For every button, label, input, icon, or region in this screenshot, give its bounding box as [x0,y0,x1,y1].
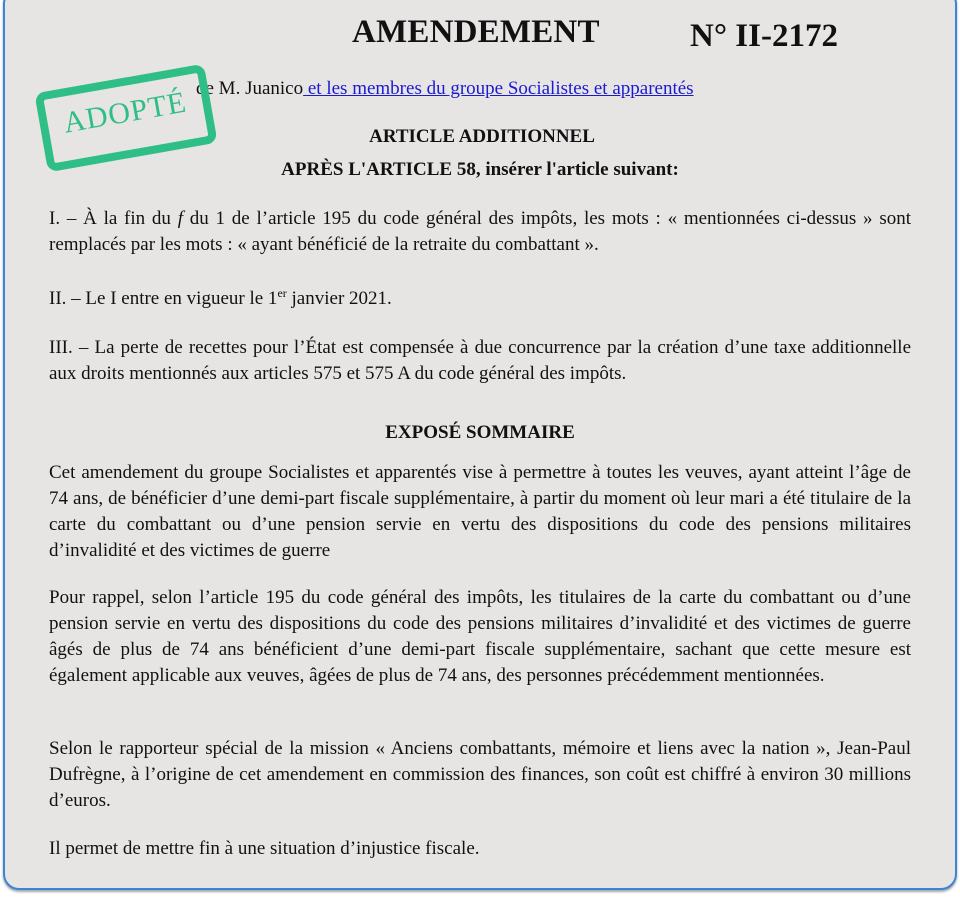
article-paragraph-1 [49,206,911,258]
group-link[interactable]: et les membres du groupe Socialistes et apparentés [303,78,694,99]
article-paragraph-2 [49,286,911,312]
expose-paragraph: Pour rappel, selon l’article 195 du code général des impôts, les titulaires de la carte du combattant ou d’une pension servie en vertu des dispositions du code des pensions militaires d’invalidité et des victimes de guerre âgés de plus de 74 ans bénéficient d’une demi-part fiscale supplémentaire, sachant que cette mesure est également applicable aux veuves, âgées de plus de 74 ans, des personnes précédemment mentionnées. [49,587,911,686]
expose-heading: EXPOSÉ SOMMAIRE [385,422,575,443]
amendment-number: N° II-2172 [690,18,838,54]
p1-text-end: du 1 de l’article 195 du code général des impôts, les mots : « mentionnées ci-dessus » sont remplacés par les mots : « ayant bénéficié de la retraite du combattant ». [49,208,911,255]
article-subheading: APRÈS L'ARTICLE 58, insérer l'article suivant: [281,159,679,180]
amendment-title: AMENDEMENT [352,14,600,50]
expose-paragraph: Cet amendement du groupe Socialistes et apparentés vise à permettre à toutes les veuves, ayant atteint l’âge de 74 ans, de bénéficier d’une demi-part fiscale supplémentaire, à partir du moment où leur mari a été titulaire de la carte du combattant ou d’une pension servie en vertu des dispositions du code des pensions militaires d’invalidité et des victimes de guerre [49,462,911,561]
article-heading: ARTICLE ADDITIONNEL [369,126,595,147]
expose-paragraph: Il permet de mettre fin à une situation d’injustice fiscale. [49,838,480,859]
p1-text-start: I. – À la fin du [49,208,178,229]
article-paragraph-3: III. – La perte de recettes pour l’État est compensée à due concurrence par la création d’une taxe additionnelle aux droits mentionnés aux articles 575 et 575 A du code général des impôts. [49,337,911,384]
p2-text-start: II. – Le I entre en vigueur le 1 [49,288,278,309]
stamp-text: ADOPTÉ [60,85,190,140]
p2-text-end: janvier 2021. [286,288,392,309]
p1-italic: f [177,208,183,229]
p2-superscript: er [277,286,287,300]
expose-paragraph: Selon le rapporteur spécial de la mission « Anciens combattants, mémoire et liens avec la nation », Jean-Paul Dufrègne, à l’origine de cet amendement en commission des finances, son coût est chiffré à environ 30 millions d’euros. [49,738,911,811]
author-name: de M. Juanico [196,78,304,99]
authors-line [196,78,694,100]
